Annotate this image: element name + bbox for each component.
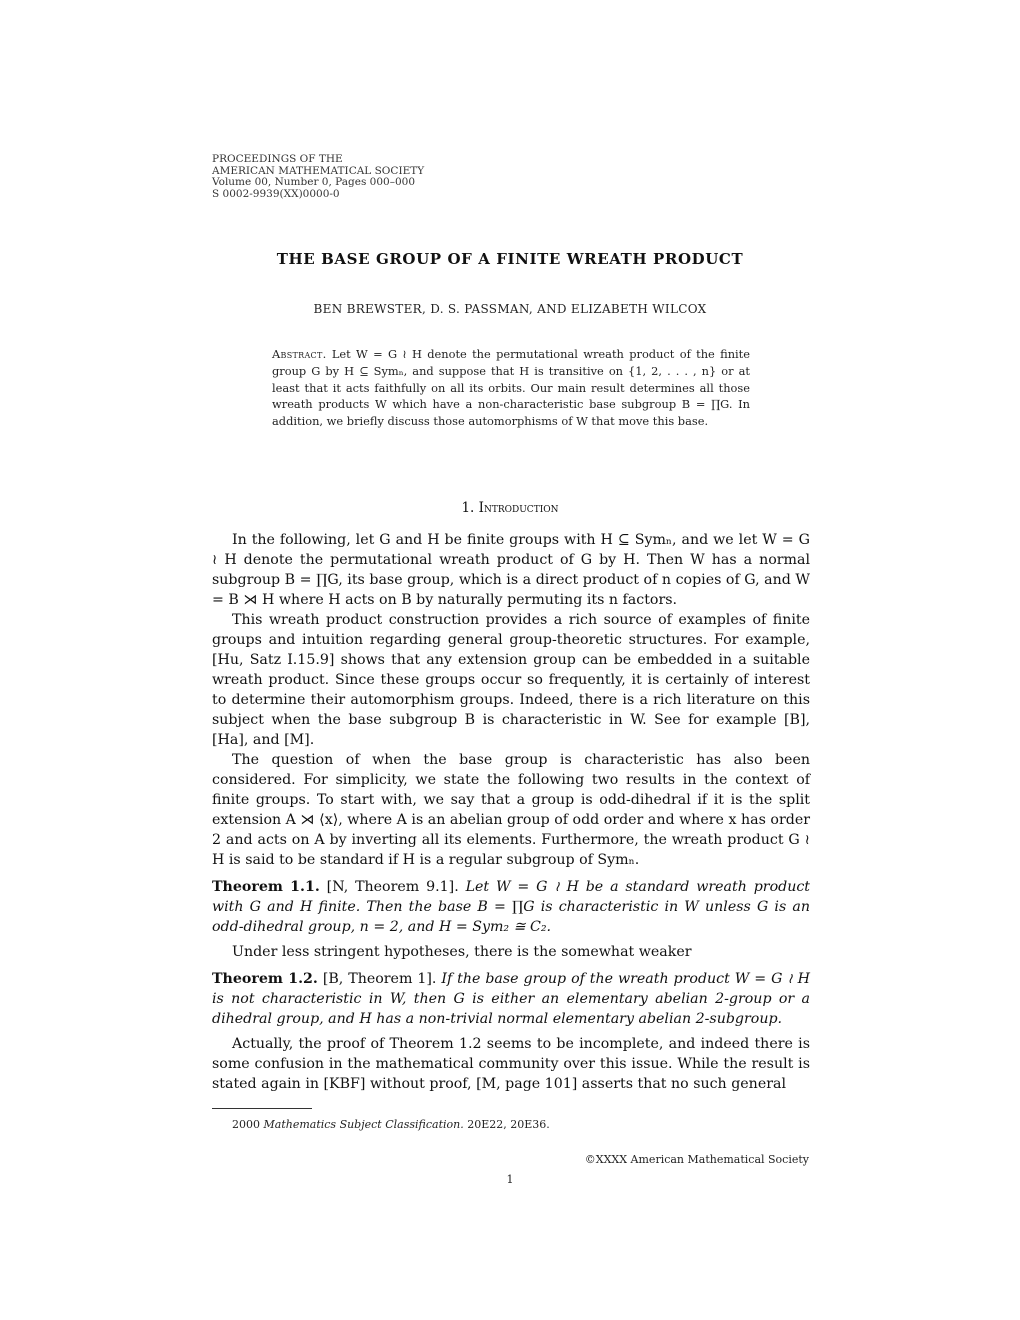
footnote-year: 2000 (232, 1118, 260, 1131)
abstract-text: Let W = G ≀ H denote the permutational wreath product of the finite group G by H ⊆ Symₙ, and suppose that H is transitive on {1, 2, . . . , n} or at least that it acts faithfully on all its orbits. Our main result determines all those wreath products W which have a non-characteristic base subgroup B = ∏G. In addition, we briefly discuss those automorphisms of W that move this base. (272, 347, 750, 429)
paragraph-4: Under less stringent hypotheses, there is the somewhat weaker (232, 944, 692, 960)
paragraph-5: Actually, the proof of Theorem 1.2 seems to be incomplete, and indeed there is some confusion in the mathematical community over this issue. While the result is stated again in [KBF] without proof, [M, page 101] asserts that no such general (212, 1036, 810, 1092)
section-heading: 1. Introduction (461, 500, 559, 516)
body-text (212, 530, 810, 1094)
journal-header (212, 154, 424, 200)
theorem-1-1 (212, 870, 810, 942)
paragraph-3: The question of when the base group is characteristic has also been considered. For simplicity, we state the following two results in the context of finite groups. To start with, we say that a group is odd-dihedral if it is the split extension A ⋊ ⟨x⟩, where A is an abelian group of odd order and where x has order 2 and acts on A by inverting all its elements. Furthermore, the wreath product G ≀ H is said to be standard if H is a regular subgroup of Symₙ. (212, 752, 810, 868)
theorem-1-2-statement: If the base group of the wreath product W = G ≀ H is not characteristic in W, then G is either an elementary abelian 2-group or a dihedral group, and H has a non-trivial normal elementary abelian 2-subgroup. (212, 971, 811, 1027)
authors: BEN BREWSTER, D. S. PASSMAN, AND ELIZABETH WILCOX (313, 302, 707, 316)
theorem-1-1-statement: Let W = G ≀ H be a standard wreath product with G and H finite. Then the base B = ∏G is characteristic in W unless G is an odd-dihedral group, n = 2, and H = Sym₂ ≅ C₂. (212, 879, 810, 935)
journal-line-3: Volume 00, Number 0, Pages 000–000 (212, 176, 416, 188)
footnote-rule (212, 1108, 312, 1109)
footnote (232, 1118, 550, 1131)
theorem-1-2-ref: [B, Theorem 1]. (322, 971, 437, 987)
page-number: 1 (506, 1173, 514, 1186)
paper-title: THE BASE GROUP OF A FINITE WREATH PRODUCT (276, 250, 744, 268)
journal-line-4: S 0002-9939(XX)0000-0 (212, 187, 340, 200)
theorem-1-2 (212, 962, 810, 1034)
footnote-codes: 20E22, 20E36. (467, 1118, 550, 1131)
journal-line-1: PROCEEDINGS OF THE (212, 153, 343, 165)
copyright: ©XXXX American Mathematical Society (584, 1153, 809, 1166)
footnote-label: Mathematics Subject Classification. (263, 1118, 464, 1131)
journal-line-2: AMERICAN MATHEMATICAL SOCIETY (212, 164, 425, 177)
abstract-label: Abstract. (272, 347, 327, 361)
paragraph-2: This wreath product construction provides a rich source of examples of finite groups and intuition regarding general group-theoretic structures. For example, [Hu, Satz I.15.9] shows that any extension group can be embedded in a suitable wreath product. Since these groups occur so frequently, it is certainly of interest to determine their automorphism groups. Indeed, there is a rich literature on this subject when the base subgroup B is characteristic in W. See for example [B], [Ha], and [M]. (212, 612, 810, 748)
theorem-1-1-ref: [N, Theorem 9.1]. (326, 879, 459, 895)
abstract (272, 346, 750, 430)
paragraph-1: In the following, let G and H be finite groups with H ⊆ Symₙ, and we let W = G ≀ H denote the permutational wreath product of G by H. Then W has a normal subgroup B = ∏G, its base group, which is a direct product of n copies of G, and W = B ⋊ H where H acts on B by naturally permuting its n factors. (212, 532, 810, 608)
theorem-1-2-head: Theorem 1.2. (212, 971, 318, 987)
theorem-1-1-head: Theorem 1.1. (212, 879, 320, 895)
